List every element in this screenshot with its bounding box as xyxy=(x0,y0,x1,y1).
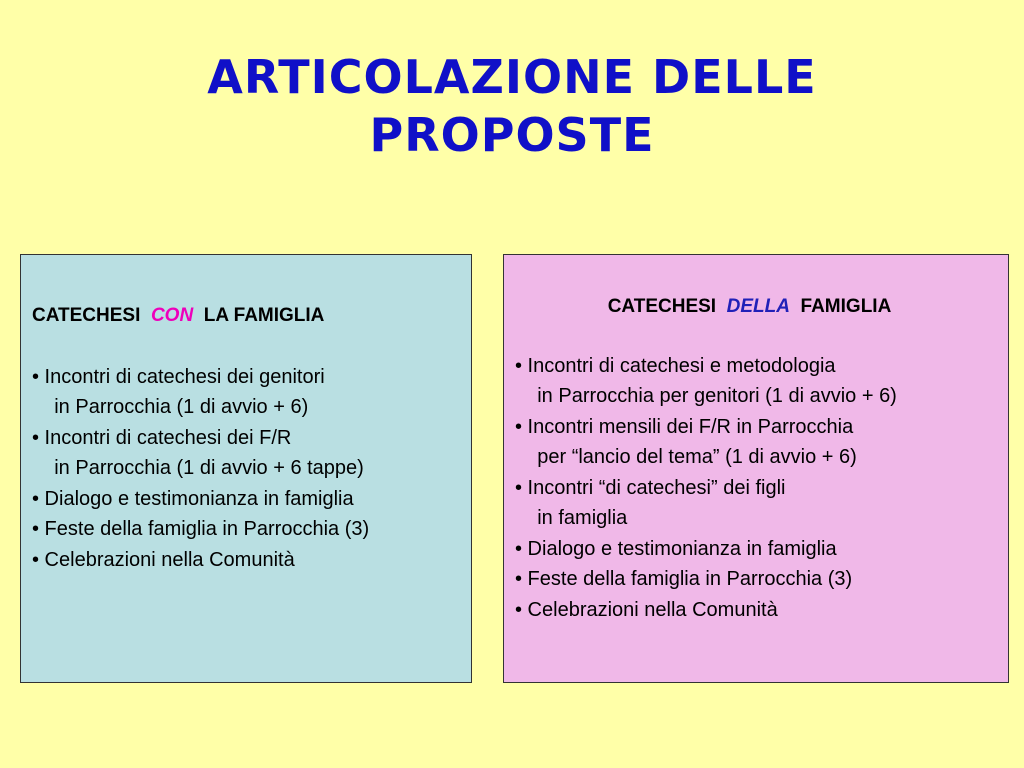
right-panel-heading xyxy=(515,292,1008,323)
left-list-line: • Incontri di catechesi dei genitori xyxy=(32,365,325,388)
right-heading-post: FAMIGLIA xyxy=(789,296,892,317)
right-list-line: • Incontri mensili dei F/R in Parrocchia xyxy=(515,415,854,438)
left-list-line: • Dialogo e testimonianza in famiglia xyxy=(32,487,354,510)
right-list-line: in famiglia xyxy=(515,507,628,529)
catechesi-della-famiglia-panel xyxy=(503,254,1009,683)
left-list-line: in Parrocchia (1 di avvio + 6) xyxy=(32,396,309,418)
slide-title-line-2: PROPOSTE xyxy=(369,108,655,162)
right-list-line: • Dialogo e testimonianza in famiglia xyxy=(515,537,837,560)
right-list-line: • Feste della famiglia in Parrocchia (3) xyxy=(515,568,853,590)
left-panel-heading xyxy=(32,301,471,332)
right-list-line: in Parrocchia per genitori (1 di avvio + 6) xyxy=(515,385,897,407)
slide-title-line-1: ARTICOLAZIONE DELLE xyxy=(207,50,817,104)
left-list-line: in Parrocchia (1 di avvio + 6 tappe) xyxy=(32,457,364,479)
right-list-line: • Incontri “di catechesi” dei figli xyxy=(515,476,786,499)
right-list-line: • Celebrazioni nella Comunità xyxy=(515,598,778,621)
left-heading-post: LA FAMIGLIA xyxy=(193,305,325,326)
left-heading-pre: CATECHESI xyxy=(32,305,151,326)
right-list-line: • Incontri di catechesi e metodologia xyxy=(515,354,836,377)
left-list-line: • Celebrazioni nella Comunità xyxy=(32,548,295,571)
catechesi-con-famiglia-panel xyxy=(20,254,472,683)
right-heading-keyword: DELLA xyxy=(726,296,790,317)
slide-title xyxy=(0,48,1024,164)
right-list-line: per “lancio del tema” (1 di avvio + 6) xyxy=(515,446,857,468)
right-heading-pre: CATECHESI xyxy=(607,296,727,317)
left-list-line: • Feste della famiglia in Parrocchia (3) xyxy=(32,518,370,540)
left-heading-keyword: CON xyxy=(150,305,194,326)
left-list-line: • Incontri di catechesi dei F/R xyxy=(32,426,292,449)
